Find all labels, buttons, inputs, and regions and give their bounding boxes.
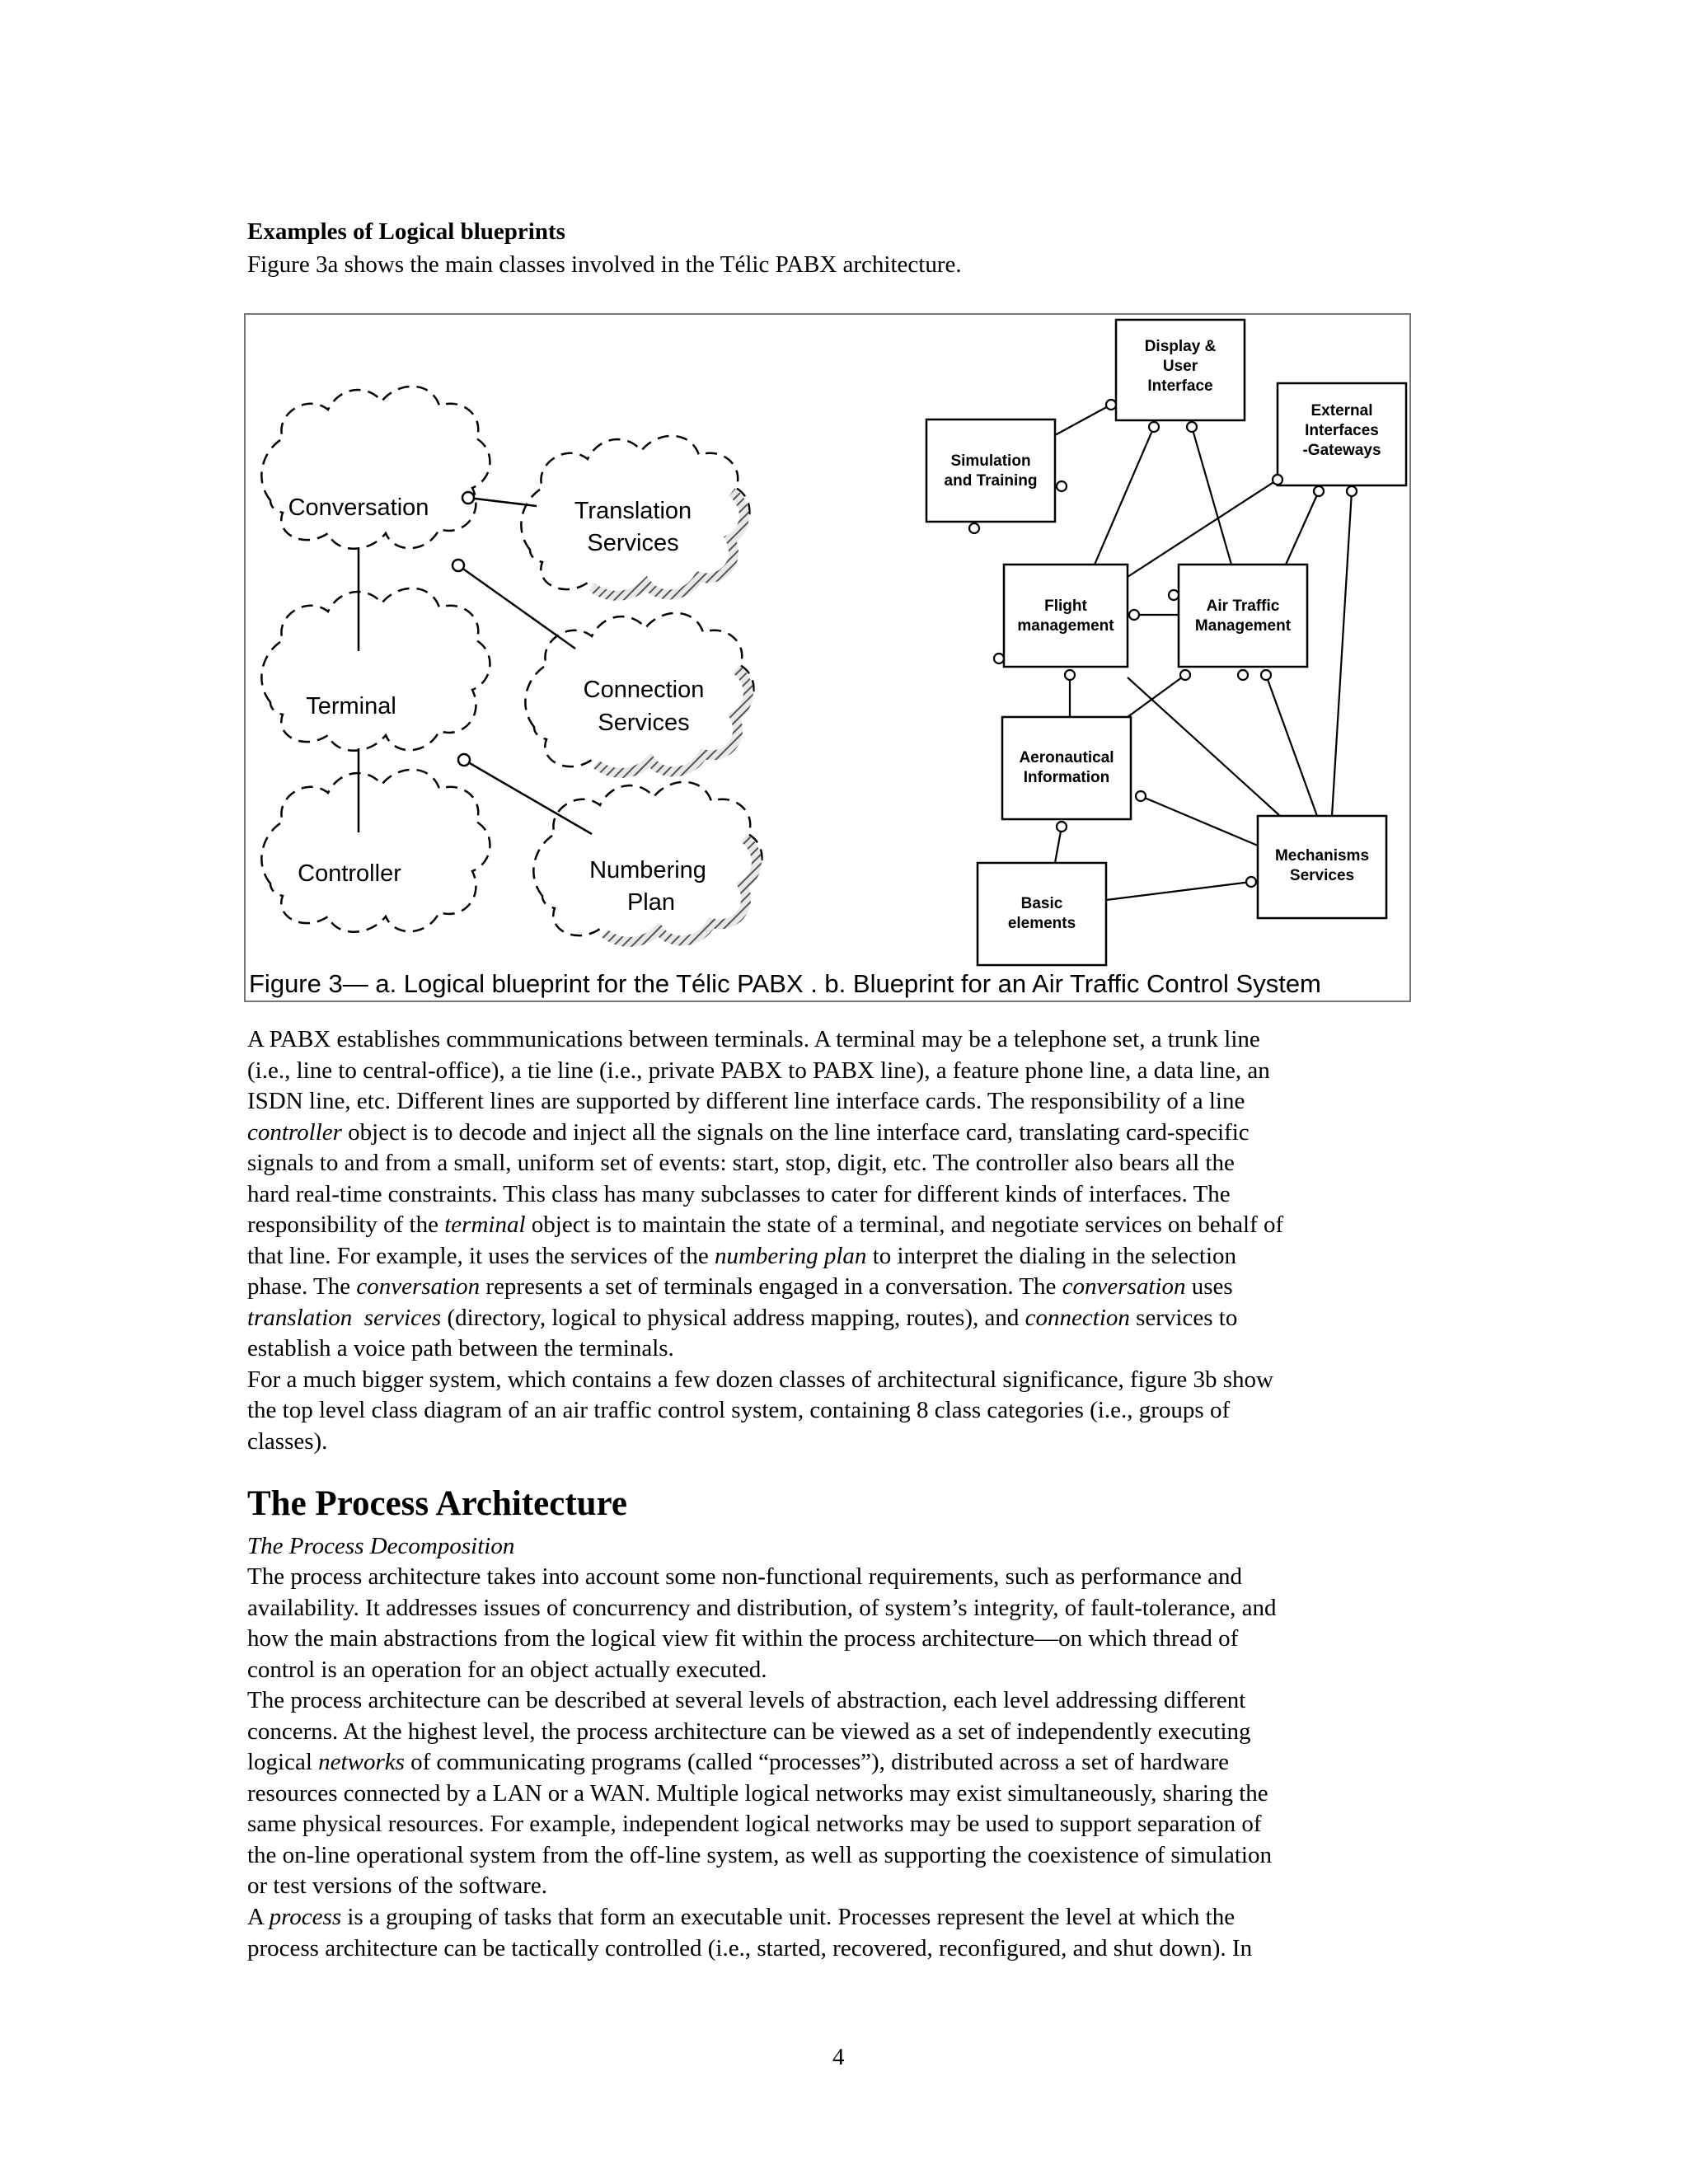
text-line: establish a voice path between the terminals.	[247, 1335, 674, 1361]
emphasis: connection	[1025, 1304, 1130, 1331]
box-air-traffic-management	[1179, 565, 1307, 667]
label-aero-1: Aeronautical	[1019, 749, 1114, 766]
label-display-2: User	[1162, 358, 1198, 375]
process-paragraph-3	[247, 1902, 1451, 1964]
emphasis: translation services	[247, 1304, 442, 1331]
text-fragment: represents a set of terminals engaged in a conversation. The	[480, 1273, 1062, 1300]
emphasis: process	[269, 1904, 342, 1930]
box-simulation-training	[926, 419, 1055, 522]
text-line: process architecture can be tactically controlled (i.e., started, recovered, reconfigured, and shut down). In	[247, 1934, 1253, 1961]
text-line: (i.e., line to central-office), a tie line (i.e., private PABX to PABX line), a feature phone line, a data line, an	[247, 1057, 1270, 1084]
text-line: A PABX establishes commmunications between terminals. A terminal may be a telephone set, a trunk line	[247, 1026, 1260, 1052]
label-external-2: Interfaces	[1305, 422, 1379, 439]
text-line: The process architecture can be described at several levels of abstraction, each level addressing different	[247, 1687, 1246, 1713]
section-subtitle: The Process Decomposition	[247, 1533, 515, 1559]
box-flight-management	[1004, 565, 1128, 667]
text-line: concerns. At the highest level, the process architecture can be viewed as a set of independently executing	[247, 1718, 1251, 1745]
label-external-1: External	[1311, 402, 1373, 419]
text-fragment: of communicating programs (called “processes”), distributed across a set of hardware	[404, 1749, 1230, 1775]
text-line: or test versions of the software.	[247, 1872, 548, 1899]
pabx-paragraph	[247, 1024, 1451, 1457]
text-fragment: phase. The	[247, 1273, 357, 1300]
text-fragment: object is to decode and inject all the signals on the line interface card, translating card-specific	[341, 1118, 1250, 1146]
text-fragment: responsibility of the	[247, 1212, 445, 1238]
text-line: the on-line operational system from the off-line system, as well as supporting the coexistence of simulation	[247, 1841, 1272, 1868]
text-line: resources connected by a LAN or a WAN. Multiple logical networks may exist simultaneously, sharing the	[247, 1779, 1268, 1807]
text-line	[247, 1747, 1451, 1779]
label-mech-2: Services	[1289, 867, 1355, 884]
text-fragment: is a grouping of tasks that form an executable unit. Processes represent the level at which the	[341, 1904, 1236, 1930]
text-line: signals to and from a small, uniform set of events: start, stop, digit, etc. The controller also bears all the	[247, 1150, 1235, 1176]
text-line	[247, 1241, 1451, 1272]
text-line: the top level class diagram of an air traffic control system, containing 8 class categories (i.e., groups of	[247, 1397, 1231, 1423]
label-connection-2: Services	[598, 710, 690, 736]
intro-text: Figure 3a shows the main classes involved in the Télic PABX architecture.	[247, 251, 962, 278]
emphasis: controller	[247, 1118, 342, 1146]
label-aero-2: Information	[1023, 769, 1110, 786]
figure-3	[244, 313, 1411, 1002]
emphasis: conversation	[1062, 1273, 1186, 1300]
text-fragment: (directory, logical to physical address mapping, routes), and	[441, 1304, 1025, 1331]
label-connection-1: Connection	[583, 677, 705, 703]
label-numbering-2: Plan	[626, 889, 676, 916]
label-conversation: Conversation	[288, 494, 429, 521]
emphasis: numbering plan	[714, 1242, 867, 1269]
text-line	[247, 1210, 1451, 1241]
label-simulation-1: Simulation	[950, 452, 1031, 470]
label-mech-1: Mechanisms	[1274, 847, 1370, 865]
label-display-1: Display &	[1144, 338, 1217, 355]
section-heading: Examples of Logical blueprints	[247, 218, 565, 245]
label-display-3: Interface	[1147, 377, 1213, 395]
label-atm-2: Management	[1194, 617, 1292, 635]
text-fragment: services to	[1129, 1304, 1238, 1331]
label-atm-1: Air Traffic	[1206, 598, 1280, 615]
text-fragment: logical	[247, 1749, 319, 1775]
text-line: same physical resources. For example, independent logical networks may be used to support separation of	[247, 1811, 1262, 1837]
label-basic-1: Basic	[1020, 895, 1063, 912]
box-aeronautical-information	[1002, 717, 1131, 819]
label-flight-1: Flight	[1044, 598, 1087, 615]
text-line: ISDN line, etc. Different lines are supported by different line interface cards. The responsibility of a line	[247, 1088, 1245, 1114]
cloud-controller	[261, 770, 490, 932]
cloud-conversation	[261, 387, 490, 549]
text-fragment: that line. For example, it uses the services of the	[247, 1242, 715, 1269]
page-number: 4	[832, 2044, 845, 2070]
box-basic-elements	[978, 863, 1106, 965]
text-line	[247, 1303, 1451, 1334]
label-numbering-1: Numbering	[589, 857, 706, 883]
text-line: how the main abstractions from the logical view fit within the process architecture—on which thread of	[247, 1625, 1239, 1652]
text-line: availability. It addresses issues of concurrency and distribution, of system’s integrity, of fault-tolerance, and	[247, 1594, 1277, 1621]
text-fragment: to interpret the dialing in the selection	[866, 1242, 1237, 1269]
figure-3-diagram	[246, 315, 1413, 1004]
cloud-terminal	[261, 588, 490, 751]
emphasis: conversation	[356, 1273, 481, 1300]
figure-caption: Figure 3— a. Logical blueprint for the Télic PABX . b. Blueprint for an Air Traffic Control System	[249, 969, 1321, 998]
text-line	[247, 1118, 1451, 1149]
label-controller: Controller	[298, 860, 401, 887]
text-line: hard real-time constraints. This class has many subclasses to cater for different kinds of interfaces. The	[247, 1180, 1231, 1207]
process-paragraph-1	[247, 1562, 1451, 1685]
text-fragment: uses	[1185, 1273, 1233, 1300]
label-terminal: Terminal	[306, 693, 396, 719]
text-fragment: object is to maintain the state of a terminal, and negotiate services on behalf of	[525, 1212, 1284, 1238]
label-flight-2: management	[1017, 617, 1114, 635]
emphasis: networks	[318, 1749, 405, 1775]
section-title: The Process Architecture	[247, 1484, 627, 1523]
label-translation-2: Services	[587, 530, 679, 556]
label-translation-1: Translation	[574, 498, 692, 524]
text-line: The process architecture takes into account some non-functional requirements, such as performance and	[247, 1563, 1243, 1590]
label-external-3: -Gateways	[1302, 442, 1381, 459]
emphasis: terminal	[444, 1212, 526, 1238]
text-line	[247, 1272, 1451, 1303]
text-line: classes).	[247, 1427, 328, 1455]
text-fragment: A	[247, 1904, 270, 1930]
label-basic-2: elements	[1007, 915, 1076, 932]
process-paragraph-2	[247, 1685, 1451, 1902]
text-line: For a much bigger system, which contains a few dozen classes of architectural significance, figure 3b show	[247, 1366, 1273, 1393]
text-line	[247, 1902, 1451, 1933]
label-simulation-2: and Training	[944, 472, 1038, 490]
text-line: control is an operation for an object actually executed.	[247, 1656, 767, 1683]
